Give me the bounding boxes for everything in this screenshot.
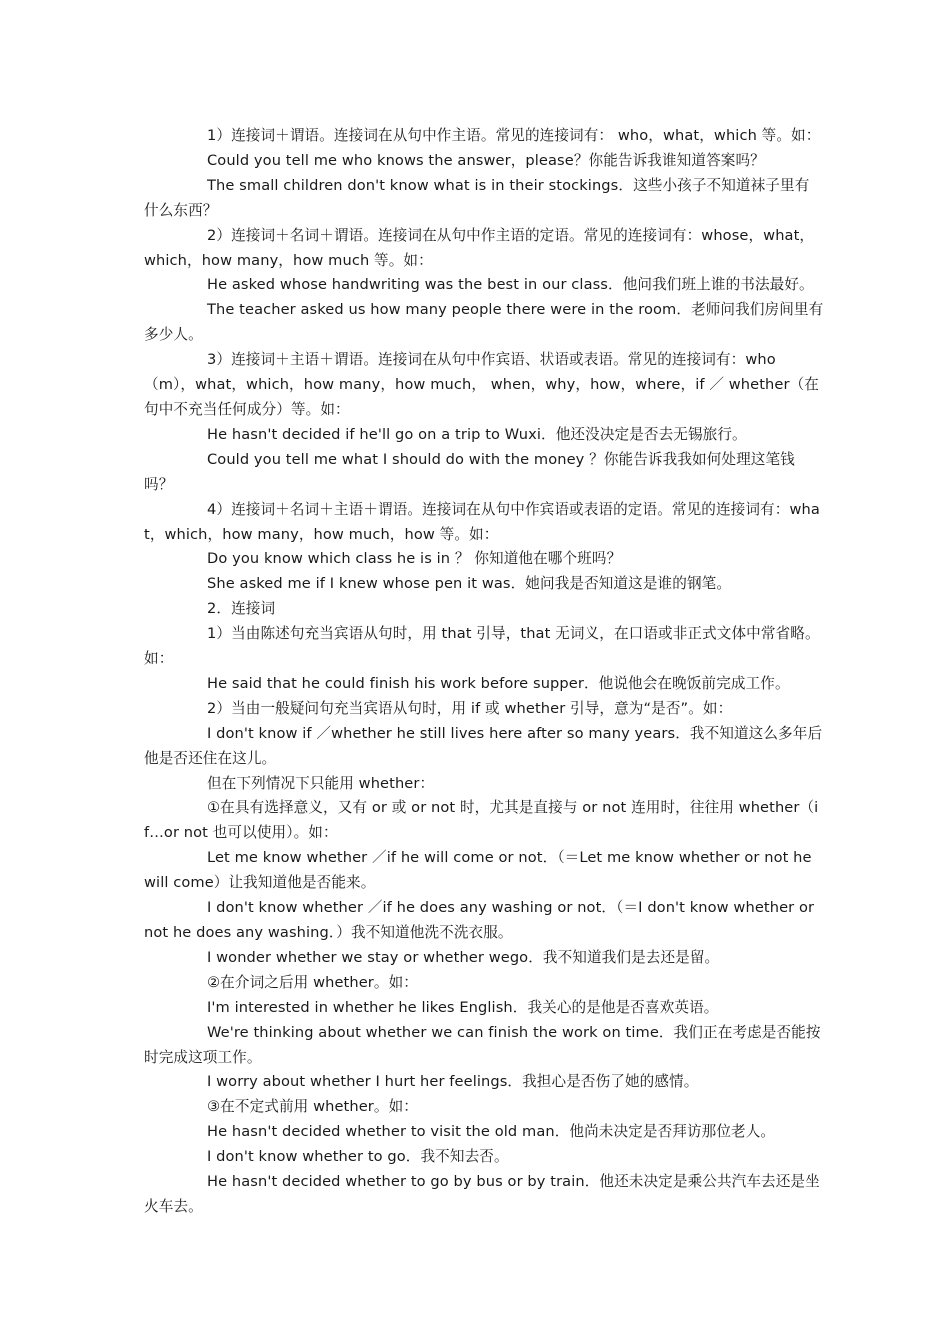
paragraph: 3）连接词＋主语＋谓语。连接词在从句中作宾语、状语或表语。常见的连接词有：who（m），what，which，how many，how much， when，why，how，where，if ／ whether（在句中不充当任何成分）等。如： (144, 351, 819, 418)
paragraph: Could you tell me what I should do with the money ？你能告诉我我如何处理这笔钱吗？ (144, 450, 795, 493)
paragraph: 2）当由一般疑问句充当宾语从句时，用 if 或 whether 引导，意为“是否”。如： (207, 699, 733, 717)
paragraph: 4）连接词＋名词＋主语＋谓语。连接词在从句中作宾语或表语的定语。常见的连接词有：what，which，how many，how much，how 等。如： (144, 500, 820, 543)
paragraph: Do you know which class he is in ？ 你知道他在哪个班吗？ (207, 550, 622, 568)
paragraph: ②在介词之后用 whether。如： (207, 973, 418, 991)
paragraph: He hasn't decided whether to go by bus or by train．他还未决定是乘公共汽车去还是坐火车去。 (144, 1173, 820, 1215)
paragraph: 1）连接词＋谓语。连接词在从句中作主语。常见的连接词有： who，what，which 等。如： (207, 127, 821, 144)
paragraph: She asked me if I knew whose pen it was．她问我是否知道这是谁的钢笔。 (207, 575, 732, 593)
paragraph: 但在下列情况下只能用 whether： (207, 774, 435, 792)
paragraph: I don't know whether ／if he does any washing or not．（＝I don't know whether or not he does any washing．）我不知道他洗不洗衣服。 (144, 899, 815, 941)
paragraph: ①在具有选择意义，又有 or 或 or not 时，尤其是直接与 or not 连用时，往往用 whether（if…or not 也可以使用）。如： (144, 799, 819, 842)
paragraph: I wonder whether we stay or whether wego．我不知道我们是去还是留。 (207, 948, 720, 966)
paragraph: The small children don't know what is in their stockings．这些小孩子不知道袜子里有什么东西？ (144, 176, 810, 219)
paragraph: I don't know if ／whether he still lives here after so many years．我不知道这么多年后他是否还住在这儿。 (144, 724, 823, 767)
paragraph: We're thinking about whether we can finish the work on time．我们正在考虑是否能按时完成这项工作。 (144, 1023, 821, 1066)
paragraph: The teacher asked us how many people there were in the room．老师问我们房间里有多少人。 (144, 301, 824, 344)
paragraph: He hasn't decided whether to visit the old man．他尚未决定是否拜访那位老人。 (207, 1123, 776, 1141)
paragraph: ③在不定式前用 whether。如： (207, 1098, 418, 1116)
paragraph: Could you tell me who knows the answer，please？你能告诉我谁知道答案吗？ (207, 151, 765, 169)
document-body (144, 124, 824, 1220)
paragraph: Let me know whether ／if he will come or not．（＝Let me know whether or not he will come）让我知道他是否能来。 (144, 849, 812, 892)
paragraph: 2）连接词＋名词＋谓语。连接词在从句中作主语的定语。常见的连接词有：whose，what，which，how many，how much 等。如： (144, 226, 815, 269)
paragraph: He said that he could finish his work before supper．他说他会在晚饭前完成工作。 (207, 674, 790, 692)
section-heading: 2．连接词 (207, 600, 276, 618)
paragraph: I don't know whether to go．我不知去否。 (207, 1148, 509, 1166)
paragraph: 1）当由陈述句充当宾语从句时，用 that 引导，that 无词义，在口语或非正式文体中常省略。如： (144, 625, 820, 668)
paragraph: He asked whose handwriting was the best in our class．他问我们班上谁的书法最好。 (207, 276, 814, 294)
paragraph: I'm interested in whether he likes English．我关心的是他是否喜欢英语。 (207, 998, 719, 1016)
paragraph: I worry about whether I hurt her feelings．我担心是否伤了她的感情。 (207, 1073, 699, 1091)
paragraph: He hasn't decided if he'll go on a trip to Wuxi．他还没决定是否去无锡旅行。 (207, 425, 747, 443)
